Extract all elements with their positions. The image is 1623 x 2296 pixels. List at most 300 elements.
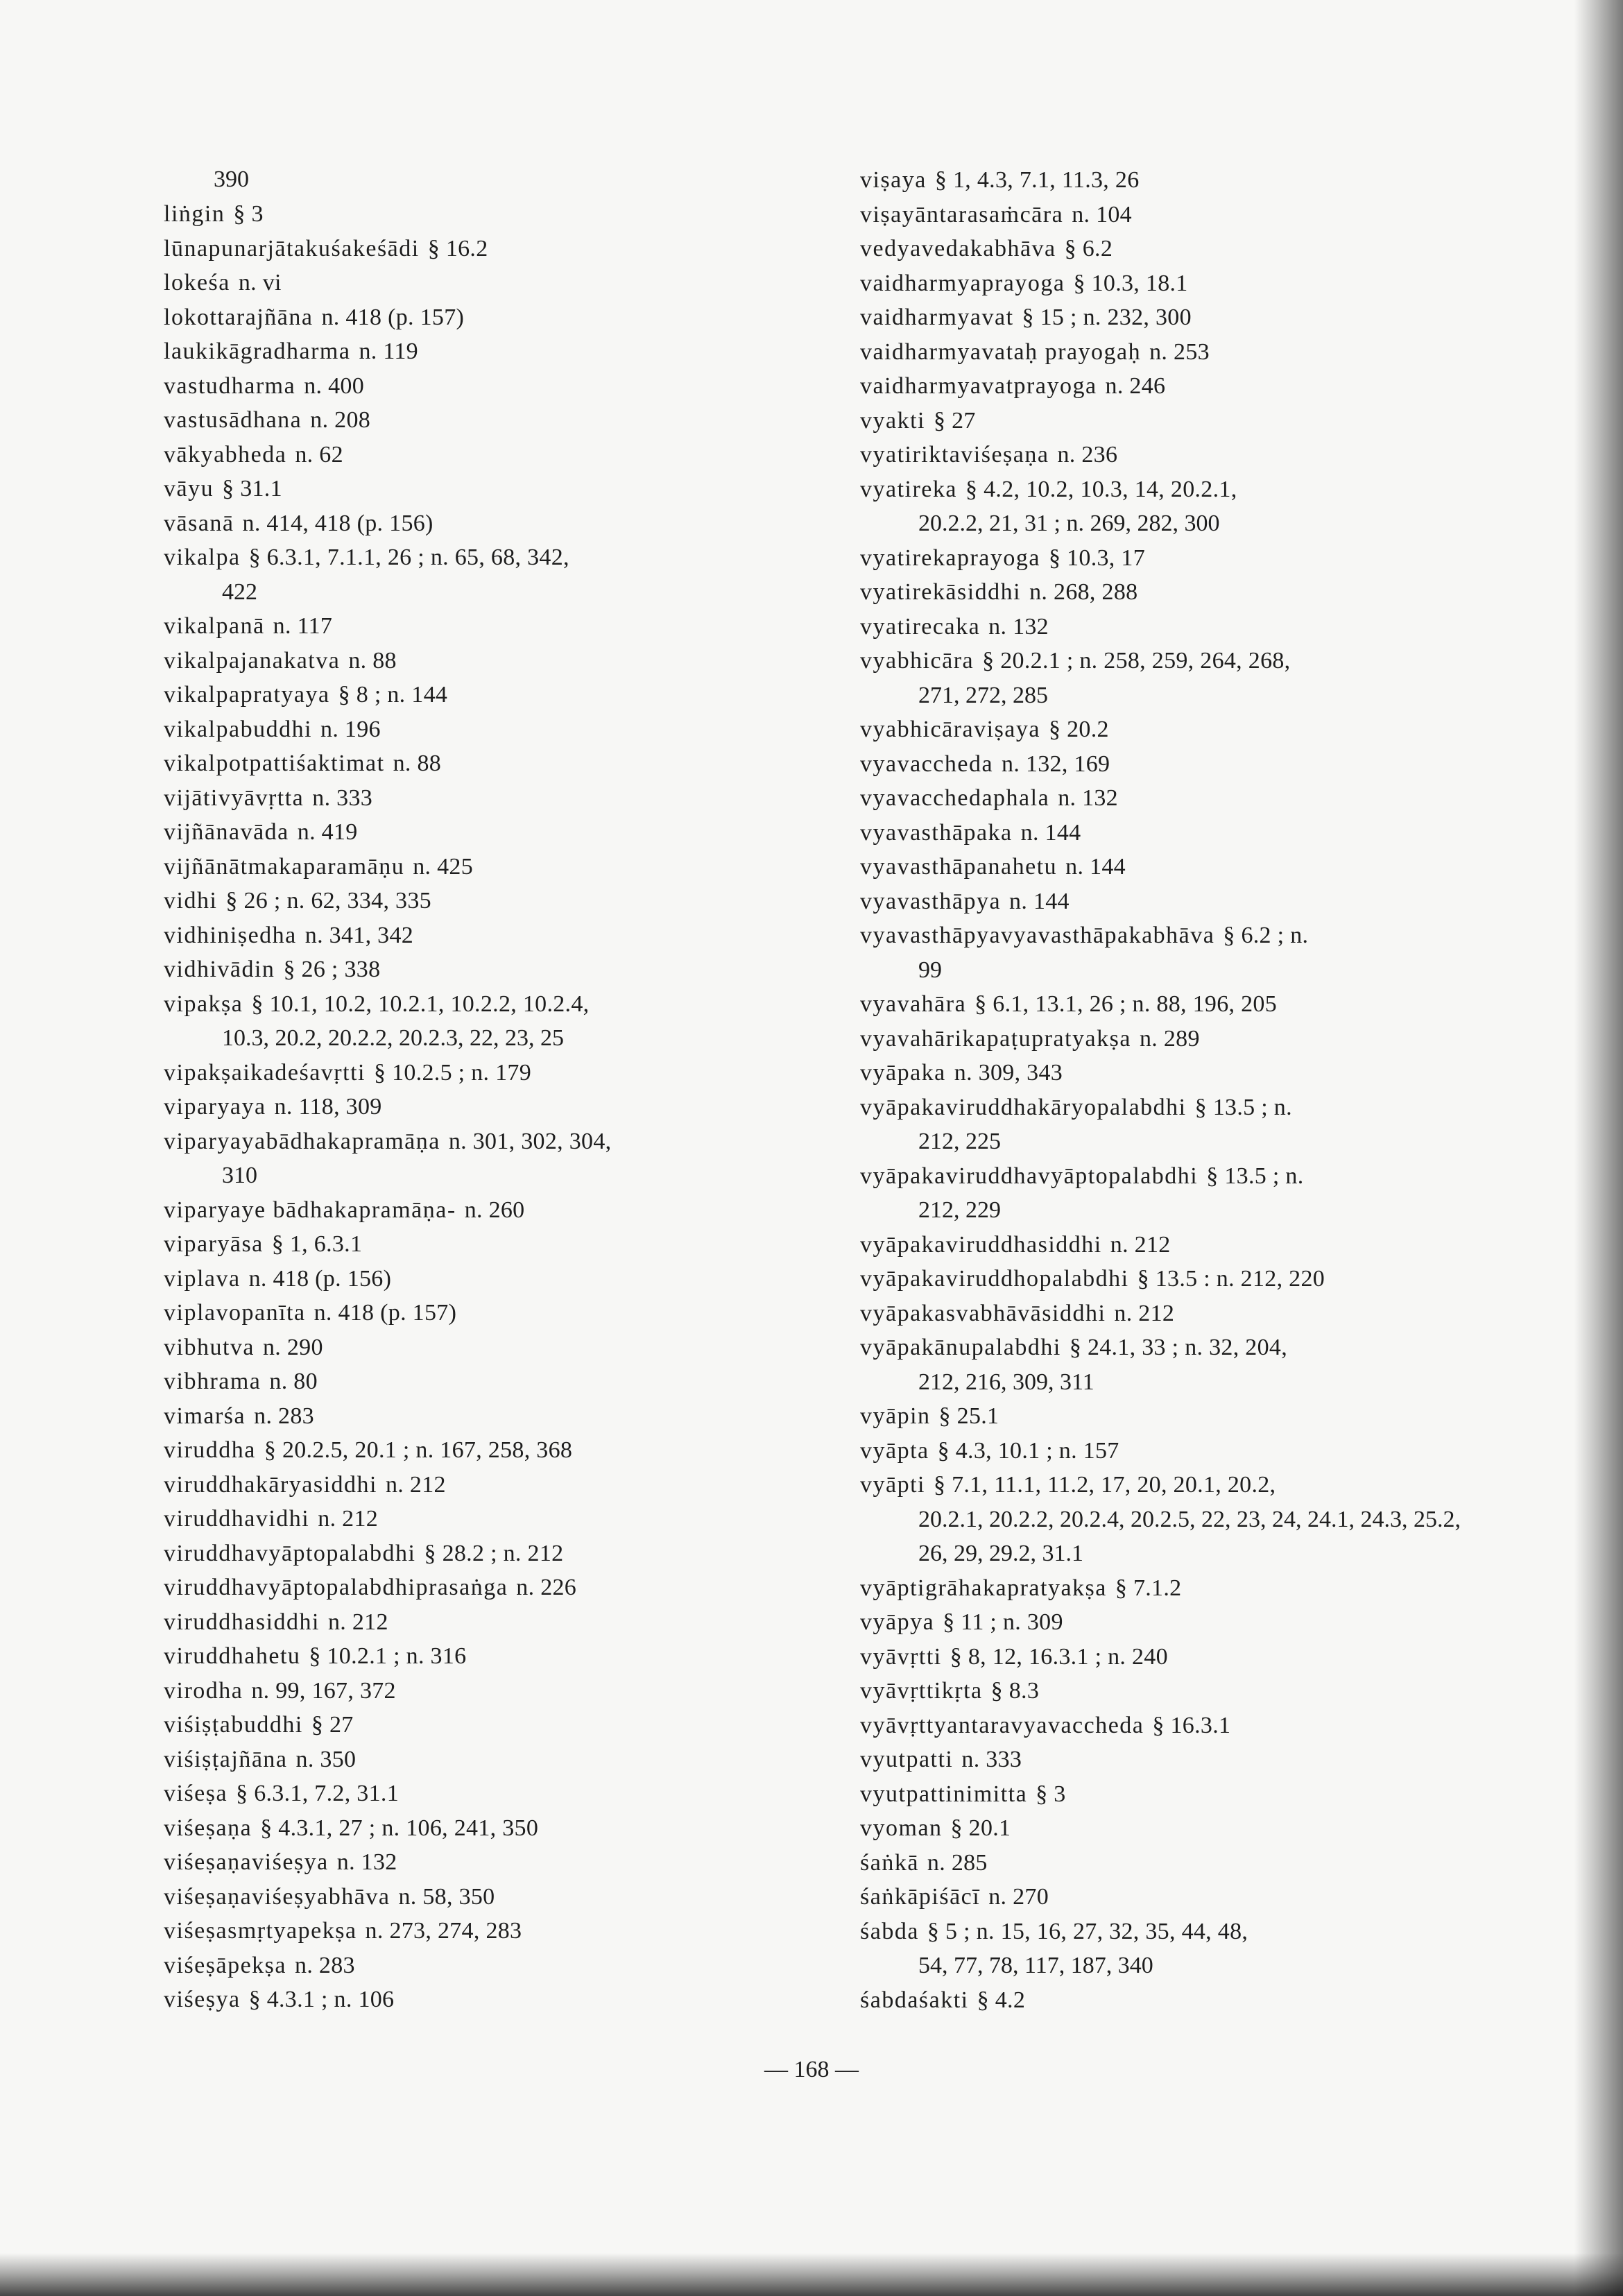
index-reference: n. vi [238, 270, 282, 295]
index-entry [164, 1227, 857, 1262]
index-reference: n. 350 [295, 1746, 357, 1772]
index-reference: n. 80 [269, 1369, 318, 1394]
index-term: viruddhahetu [164, 1643, 301, 1669]
index-term: viplavopanīta [164, 1300, 306, 1326]
index-term: vastusādhana [164, 407, 302, 433]
index-entry [860, 1983, 1554, 2018]
index-reference: § 10.2.1 ; n. 316 [309, 1643, 467, 1669]
index-entry [164, 1468, 857, 1502]
index-entry [164, 678, 857, 712]
index-term: vyabhicāraviṣaya [860, 717, 1040, 742]
index-term: śaṅkāpiśācī [860, 1884, 981, 1910]
index-reference: n. 290 [262, 1334, 323, 1360]
index-entry [860, 1262, 1554, 1296]
index-reference: n. 118, 309 [274, 1094, 382, 1120]
index-reference: n. 117 [273, 613, 333, 639]
index-reference-continuation: 212, 225 [918, 1129, 1001, 1154]
index-reference: n. 236 [1057, 442, 1118, 468]
index-reference: § 24.1, 33 ; n. 32, 204, [1069, 1335, 1288, 1360]
index-entry [860, 712, 1554, 747]
index-entry [164, 1914, 857, 1948]
index-reference: § 4.2, 10.2, 10.3, 14, 20.2.1, [965, 476, 1237, 502]
index-term: śabda [860, 1918, 919, 1944]
index-term: viparyayabādhakapramāṇa [164, 1128, 440, 1154]
index-term: vyavahāra [860, 991, 967, 1017]
index-term: vyāptigrāhakapratyakṣa [860, 1575, 1107, 1601]
index-entry [164, 438, 857, 472]
index-reference: n. 88 [348, 647, 397, 674]
index-entry [860, 987, 1554, 1022]
index-entry [860, 575, 1554, 610]
index-entry [860, 1640, 1554, 1674]
index-term: viruddhasiddhi [164, 1609, 320, 1635]
index-reference-continuation: 54, 77, 78, 117, 187, 340 [918, 1953, 1153, 1978]
index-entry [860, 747, 1554, 782]
index-entry [860, 1674, 1554, 1708]
index-reference: § 1, 6.3.1 [271, 1231, 363, 1257]
index-entry [164, 403, 857, 438]
index-entry [164, 644, 857, 678]
index-reference: § 13.5 ; n. [1206, 1163, 1304, 1189]
index-reference: n. 333 [961, 1747, 1022, 1772]
index-term: vyāpakānupalabdhi [860, 1335, 1061, 1360]
index-entry [860, 884, 1554, 919]
index-reference: n. 104 [1072, 201, 1132, 228]
index-entry [164, 1570, 857, 1605]
index-entry [860, 1056, 1554, 1090]
index-reference: n. 132 [988, 613, 1049, 640]
index-term: vyoman [860, 1815, 943, 1841]
index-entry [164, 781, 857, 816]
index-term: viśeṣya [164, 1987, 241, 2012]
index-reference-continuation: 310 [222, 1163, 257, 1188]
index-reference: n. 270 [988, 1884, 1049, 1910]
index-reference: n. 418 (p. 156) [248, 1265, 392, 1292]
index-reference: § 7.1, 11.1, 11.2, 17, 20, 20.1, 20.2, [933, 1472, 1276, 1498]
index-reference: n. 289 [1139, 1025, 1200, 1052]
index-entry [860, 1434, 1554, 1468]
index-term: vyutpattinimitta [860, 1781, 1028, 1807]
index-term: vikalpanā [164, 613, 265, 639]
index-reference-continuation: 20.2.1, 20.2.2, 20.2.4, 20.2.5, 22, 23, 24, 24.1, 24.3, 25.2, 26, 29, 29.2, 31.1 [918, 1506, 1461, 1566]
index-entry [860, 1330, 1554, 1399]
index-term: vijātivyāvṛtta [164, 785, 304, 811]
index-entry [860, 300, 1554, 335]
index-entry [164, 1433, 857, 1468]
index-entry [164, 1193, 857, 1228]
index-entry [860, 438, 1554, 472]
index-term: vidhi [164, 888, 218, 914]
index-reference-continuation: 99 [918, 957, 942, 983]
index-entry [164, 1296, 857, 1330]
index-reference: n. 144 [1009, 888, 1070, 914]
index-term: viśeṣaṇaviśeṣya [164, 1849, 329, 1875]
index-entry [860, 163, 1554, 198]
index-reference: § 5 ; n. 15, 16, 27, 32, 35, 44, 48, [927, 1918, 1248, 1944]
index-term: vyatirecaka [860, 613, 981, 640]
index-entry [860, 1880, 1554, 1914]
index-term: vidhiniṣedha [164, 922, 297, 948]
index-term: vikalpapratyaya [164, 682, 330, 708]
index-entry [860, 816, 1554, 850]
index-reference: n. 285 [927, 1849, 988, 1876]
index-entry [164, 850, 857, 884]
index-entry [860, 198, 1554, 232]
index-reference: n. 212 [327, 1609, 388, 1635]
index-term: vibhutva [164, 1334, 255, 1360]
index-entry [860, 335, 1554, 370]
index-term: vikalpotpattiśaktimat [164, 751, 385, 776]
index-column-left [164, 197, 857, 2017]
index-entry [164, 1948, 857, 1983]
index-term: vyakti [860, 407, 925, 434]
index-reference-continuation: 271, 272, 285 [918, 682, 1048, 708]
index-entry [164, 1776, 857, 1811]
index-term: viśeṣa [164, 1781, 228, 1806]
index-entry [164, 1674, 857, 1708]
index-entry [860, 1468, 1554, 1571]
index-column-right [860, 163, 1554, 2017]
index-entry [164, 1262, 857, 1296]
index-entry [164, 506, 857, 541]
index-reference: § 28.2 ; n. 212 [424, 1540, 564, 1566]
index-entry [164, 1536, 857, 1571]
index-reference: § 8.3 [990, 1678, 1040, 1704]
index-reference-continuation: 422 [222, 579, 257, 605]
index-reference: n. 301, 302, 304, [448, 1128, 612, 1154]
index-term: vyavacchedaphala [860, 785, 1050, 811]
index-entry [860, 1090, 1554, 1159]
index-reference: n. 132, 169 [1002, 751, 1110, 777]
index-reference: § 20.2 [1049, 717, 1109, 742]
index-reference: § 3 [1036, 1781, 1066, 1807]
index-reference: n. 341, 342 [304, 922, 414, 948]
index-reference-continuation: 212, 216, 309, 311 [918, 1369, 1094, 1395]
index-entry [164, 609, 857, 644]
index-reference: § 16.3.1 [1152, 1712, 1231, 1738]
index-term: vyavahārikapaṭupratyakṣa [860, 1025, 1131, 1052]
index-reference: n. 212 [318, 1506, 379, 1532]
index-entry [164, 1845, 857, 1880]
index-entry [860, 1811, 1554, 1846]
index-entry [860, 1605, 1554, 1640]
index-entry [860, 610, 1554, 644]
index-term: vijñānātmakaparamāṇu [164, 853, 405, 880]
index-reference: n. 99, 167, 372 [251, 1677, 396, 1704]
index-reference: § 27 [933, 407, 976, 434]
index-term: laukikāgradharma [164, 339, 351, 364]
index-term: vyāvṛttikṛta [860, 1678, 983, 1704]
index-reference: § 10.1, 10.2, 10.2.1, 10.2.2, 10.2.4, [251, 991, 590, 1017]
index-term: vikalpa [164, 545, 241, 570]
index-term: vyāpakaviruddhasiddhi [860, 1231, 1102, 1258]
index-term: vaidharmyavataḥ prayogaḥ [860, 339, 1142, 365]
index-reference: n. 268, 288 [1029, 579, 1138, 605]
index-term: viśeṣaṇa [164, 1815, 252, 1841]
index-term: vikalpabuddhi [164, 716, 313, 742]
index-entry [164, 1742, 857, 1777]
index-entry [164, 1982, 857, 2017]
index-reference: n. 283 [254, 1403, 314, 1429]
index-entry [164, 1399, 857, 1434]
index-term: vikalpajanakatva [164, 647, 341, 674]
index-entry [860, 918, 1554, 987]
index-term: vidhivādin [164, 957, 275, 982]
index-reference: n. 418 (p. 157) [314, 1300, 457, 1326]
index-reference: n. 62 [295, 441, 343, 468]
index-reference: § 16.2 [427, 235, 488, 262]
index-reference: § 20.2.5, 20.1 ; n. 167, 258, 368 [264, 1437, 573, 1463]
index-reference-continuation: 212, 229 [918, 1197, 1001, 1223]
index-reference: § 27 [311, 1712, 354, 1738]
index-term: viṣaya [860, 167, 927, 193]
page-header-number: 390 [214, 166, 249, 192]
index-term: viṣayāntarasaṁcāra [860, 201, 1064, 228]
index-reference: n. 419 [297, 819, 358, 845]
index-term: viparyāsa [164, 1231, 264, 1257]
index-term: lokottarajñāna [164, 304, 314, 330]
index-term: viśeṣaṇaviśeṣyabhāva [164, 1883, 390, 1910]
index-term: vyavasthāpya [860, 888, 1002, 914]
index-reference: n. 196 [320, 716, 381, 742]
index-term: vāsanā [164, 510, 234, 536]
index-term: vyāpya [860, 1609, 935, 1635]
index-reference: § 10.3, 18.1 [1073, 270, 1188, 296]
index-term: vyavasthāpanahetu [860, 854, 1058, 880]
index-entry [860, 1846, 1554, 1881]
index-entry [860, 369, 1554, 404]
index-term: viruddhavyāptopalabdhi [164, 1540, 416, 1566]
index-term: viruddha [164, 1437, 256, 1463]
index-term: vipakṣa [164, 991, 243, 1017]
index-entry [164, 1090, 857, 1124]
index-term: vyāpakasvabhāvāsiddhi [860, 1300, 1106, 1326]
index-entry [164, 1364, 857, 1399]
index-entry [860, 1777, 1554, 1812]
index-reference: § 6.3.1, 7.1.1, 26 ; n. 65, 68, 342, [248, 545, 569, 570]
index-entry [164, 1056, 857, 1090]
index-term: vyāpakaviruddhakāryopalabdhi [860, 1094, 1187, 1120]
index-reference: n. 132 [336, 1849, 397, 1875]
index-reference: § 10.2.5 ; n. 179 [373, 1059, 532, 1086]
index-entry [860, 1914, 1554, 1983]
index-term: viparyaye bādhakapramāṇa- [164, 1197, 456, 1223]
index-reference: n. 283 [295, 1952, 355, 1978]
index-reference: § 10.3, 17 [1049, 545, 1145, 571]
index-entry [860, 781, 1554, 816]
index-entry [860, 1571, 1554, 1606]
index-entry [860, 644, 1554, 712]
index-reference: n. 425 [413, 853, 474, 880]
index-term: vyutpatti [860, 1747, 954, 1772]
index-reference: § 13.5 : n. 212, 220 [1137, 1266, 1325, 1292]
index-entry [860, 1708, 1554, 1743]
index-term: vimarśa [164, 1403, 246, 1429]
index-term: viruddhavyāptopalabdhiprasaṅga [164, 1575, 508, 1600]
index-term: vyatirekaprayoga [860, 545, 1040, 571]
index-term: vipakṣaikadeśavṛtti [164, 1059, 366, 1086]
index-term: vyāpta [860, 1437, 929, 1464]
index-term: vyabhicāra [860, 648, 974, 674]
index-term: vedyavedakabhāva [860, 236, 1056, 262]
index-term: vyatireka [860, 476, 957, 502]
index-reference: n. 273, 274, 283 [365, 1918, 522, 1944]
index-term: viśiṣṭajñāna [164, 1746, 288, 1772]
index-term: vaidharmyaprayoga [860, 270, 1065, 296]
page-footer-number: — 168 — [764, 2057, 859, 2082]
index-term: vyāpin [860, 1403, 931, 1429]
index-reference: n. 144 [1020, 819, 1081, 846]
index-reference: n. 253 [1149, 339, 1210, 365]
index-term: vyāvṛtti [860, 1643, 942, 1670]
index-entry [164, 746, 857, 781]
index-reference: § 8, 12, 16.3.1 ; n. 240 [950, 1643, 1168, 1670]
index-reference: n. 333 [312, 785, 373, 811]
index-term: vyāpakaviruddhopalabdhi [860, 1266, 1129, 1292]
index-reference: § 15 ; n. 232, 300 [1022, 305, 1192, 330]
index-entry [860, 1399, 1554, 1434]
index-reference-continuation: 10.3, 20.2, 20.2.2, 20.2.3, 22, 23, 25 [222, 1025, 564, 1051]
index-term: viśiṣṭabuddhi [164, 1712, 303, 1738]
index-reference: n. 212 [1110, 1231, 1171, 1258]
index-entry [164, 1811, 857, 1846]
index-entry [164, 884, 857, 918]
scan-edge-right [1574, 0, 1623, 2296]
index-entry [164, 712, 857, 747]
index-reference: § 4.2 [977, 1987, 1026, 2013]
index-entry [860, 1296, 1554, 1331]
index-entry [860, 541, 1554, 576]
index-term: vyāpti [860, 1472, 925, 1498]
index-term: virodha [164, 1677, 243, 1704]
index-term: viparyaya [164, 1094, 266, 1120]
index-reference: § 25.1 [938, 1403, 999, 1429]
index-entry [164, 232, 857, 266]
index-entry [860, 850, 1554, 884]
index-reference: n. 132 [1058, 785, 1118, 811]
index-entry [860, 266, 1554, 301]
index-term: lokeśa [164, 270, 230, 295]
index-entry [164, 1880, 857, 1914]
index-reference-continuation: 20.2.2, 21, 31 ; n. 269, 282, 300 [918, 511, 1220, 536]
index-entry [164, 987, 857, 1056]
index-reference: § 6.3.1, 7.2, 31.1 [236, 1781, 399, 1806]
index-entry [860, 404, 1554, 438]
index-entry [164, 334, 857, 369]
index-entry [164, 1708, 857, 1742]
index-reference: n. 88 [393, 751, 442, 776]
index-term: vyavasthāpyavyavasthāpakabhāva [860, 923, 1215, 948]
scan-edge-bottom [0, 2253, 1623, 2296]
index-entry [860, 472, 1554, 541]
index-reference: n. 400 [304, 372, 365, 399]
index-reference: § 8 ; n. 144 [338, 682, 448, 708]
index-term: viśeṣasmṛtyapekṣa [164, 1918, 357, 1944]
index-term: śaṅkā [860, 1849, 919, 1876]
index-reference: n. 414, 418 (p. 156) [242, 510, 433, 536]
index-reference: § 6.2 ; n. [1223, 923, 1309, 948]
index-term: lūnapunarjātakuśakeśādi [164, 235, 420, 262]
index-reference: n. 58, 350 [398, 1883, 495, 1910]
index-entry [860, 232, 1554, 266]
index-reference: n. 226 [516, 1575, 577, 1600]
index-reference: n. 212 [1114, 1300, 1175, 1326]
index-entry [164, 918, 857, 953]
index-term: vyāpakaviruddhavyāptopalabdhi [860, 1163, 1199, 1189]
index-reference: § 6.2 [1064, 236, 1113, 262]
index-entry [860, 1159, 1554, 1228]
index-reference: § 20.2.1 ; n. 258, 259, 264, 268, [982, 648, 1291, 674]
index-reference: § 11 ; n. 309 [943, 1609, 1063, 1635]
index-reference: § 3 [233, 201, 264, 227]
index-term: vastudharma [164, 372, 296, 399]
index-reference: § 26 ; n. 62, 334, 335 [225, 888, 431, 914]
index-entry [164, 1639, 857, 1674]
index-term: liṅgin [164, 201, 225, 227]
index-reference: § 6.1, 13.1, 26 ; n. 88, 196, 205 [974, 991, 1278, 1017]
index-entry [164, 540, 857, 609]
index-entry [164, 1605, 857, 1640]
index-entry [164, 952, 857, 987]
index-term: vyāpaka [860, 1060, 946, 1086]
index-entry [164, 1124, 857, 1193]
index-reference: n. 309, 343 [954, 1060, 1063, 1086]
index-entry [860, 1228, 1554, 1262]
index-term: vāyu [164, 476, 214, 502]
index-reference: § 7.1.2 [1115, 1575, 1182, 1601]
index-entry [164, 300, 857, 335]
index-entry [860, 1742, 1554, 1777]
index-entry [164, 815, 857, 850]
index-term: vaidharmyavat [860, 305, 1014, 330]
index-term: vyavaccheda [860, 751, 994, 777]
index-entry [860, 1022, 1554, 1056]
index-term: viśeṣāpekṣa [164, 1952, 287, 1978]
index-reference: n. 260 [464, 1197, 525, 1223]
index-term: vākyabheda [164, 441, 287, 468]
index-entry [164, 266, 857, 300]
index-term: viruddhavidhi [164, 1506, 310, 1532]
index-reference: n. 418 (p. 157) [321, 304, 465, 330]
index-entry [164, 369, 857, 404]
index-reference: n. 144 [1065, 854, 1126, 880]
index-reference: § 4.3.1 ; n. 106 [248, 1987, 395, 2012]
index-reference: § 1, 4.3, 7.1, 11.3, 26 [934, 167, 1140, 193]
index-entry [164, 1330, 857, 1365]
index-entry [164, 197, 857, 232]
index-term: śabdaśakti [860, 1987, 969, 2013]
index-term: vijñānavāda [164, 819, 289, 845]
index-reference: § 4.3.1, 27 ; n. 106, 241, 350 [260, 1815, 539, 1841]
index-reference: n. 212 [386, 1471, 446, 1498]
index-reference: n. 119 [359, 339, 418, 364]
index-term: vyatiriktaviśeṣaṇa [860, 442, 1049, 468]
index-reference: § 31.1 [222, 476, 282, 502]
index-term: vyavasthāpaka [860, 819, 1013, 846]
index-entry [164, 1502, 857, 1536]
index-entry [164, 472, 857, 506]
index-term: viplava [164, 1265, 241, 1292]
index-term: vyatirekāsiddhi [860, 579, 1022, 605]
index-reference: § 4.3, 10.1 ; n. 157 [937, 1437, 1119, 1464]
index-term: vyāvṛttyantaravyavaccheda [860, 1712, 1144, 1738]
index-term: vibhrama [164, 1369, 261, 1394]
index-term: vaidharmyavatprayoga [860, 373, 1097, 399]
index-reference: n. 246 [1105, 373, 1166, 399]
index-reference: § 13.5 ; n. [1194, 1094, 1292, 1120]
index-term: viruddhakāryasiddhi [164, 1471, 377, 1498]
index-reference: § 20.1 [950, 1815, 1011, 1841]
